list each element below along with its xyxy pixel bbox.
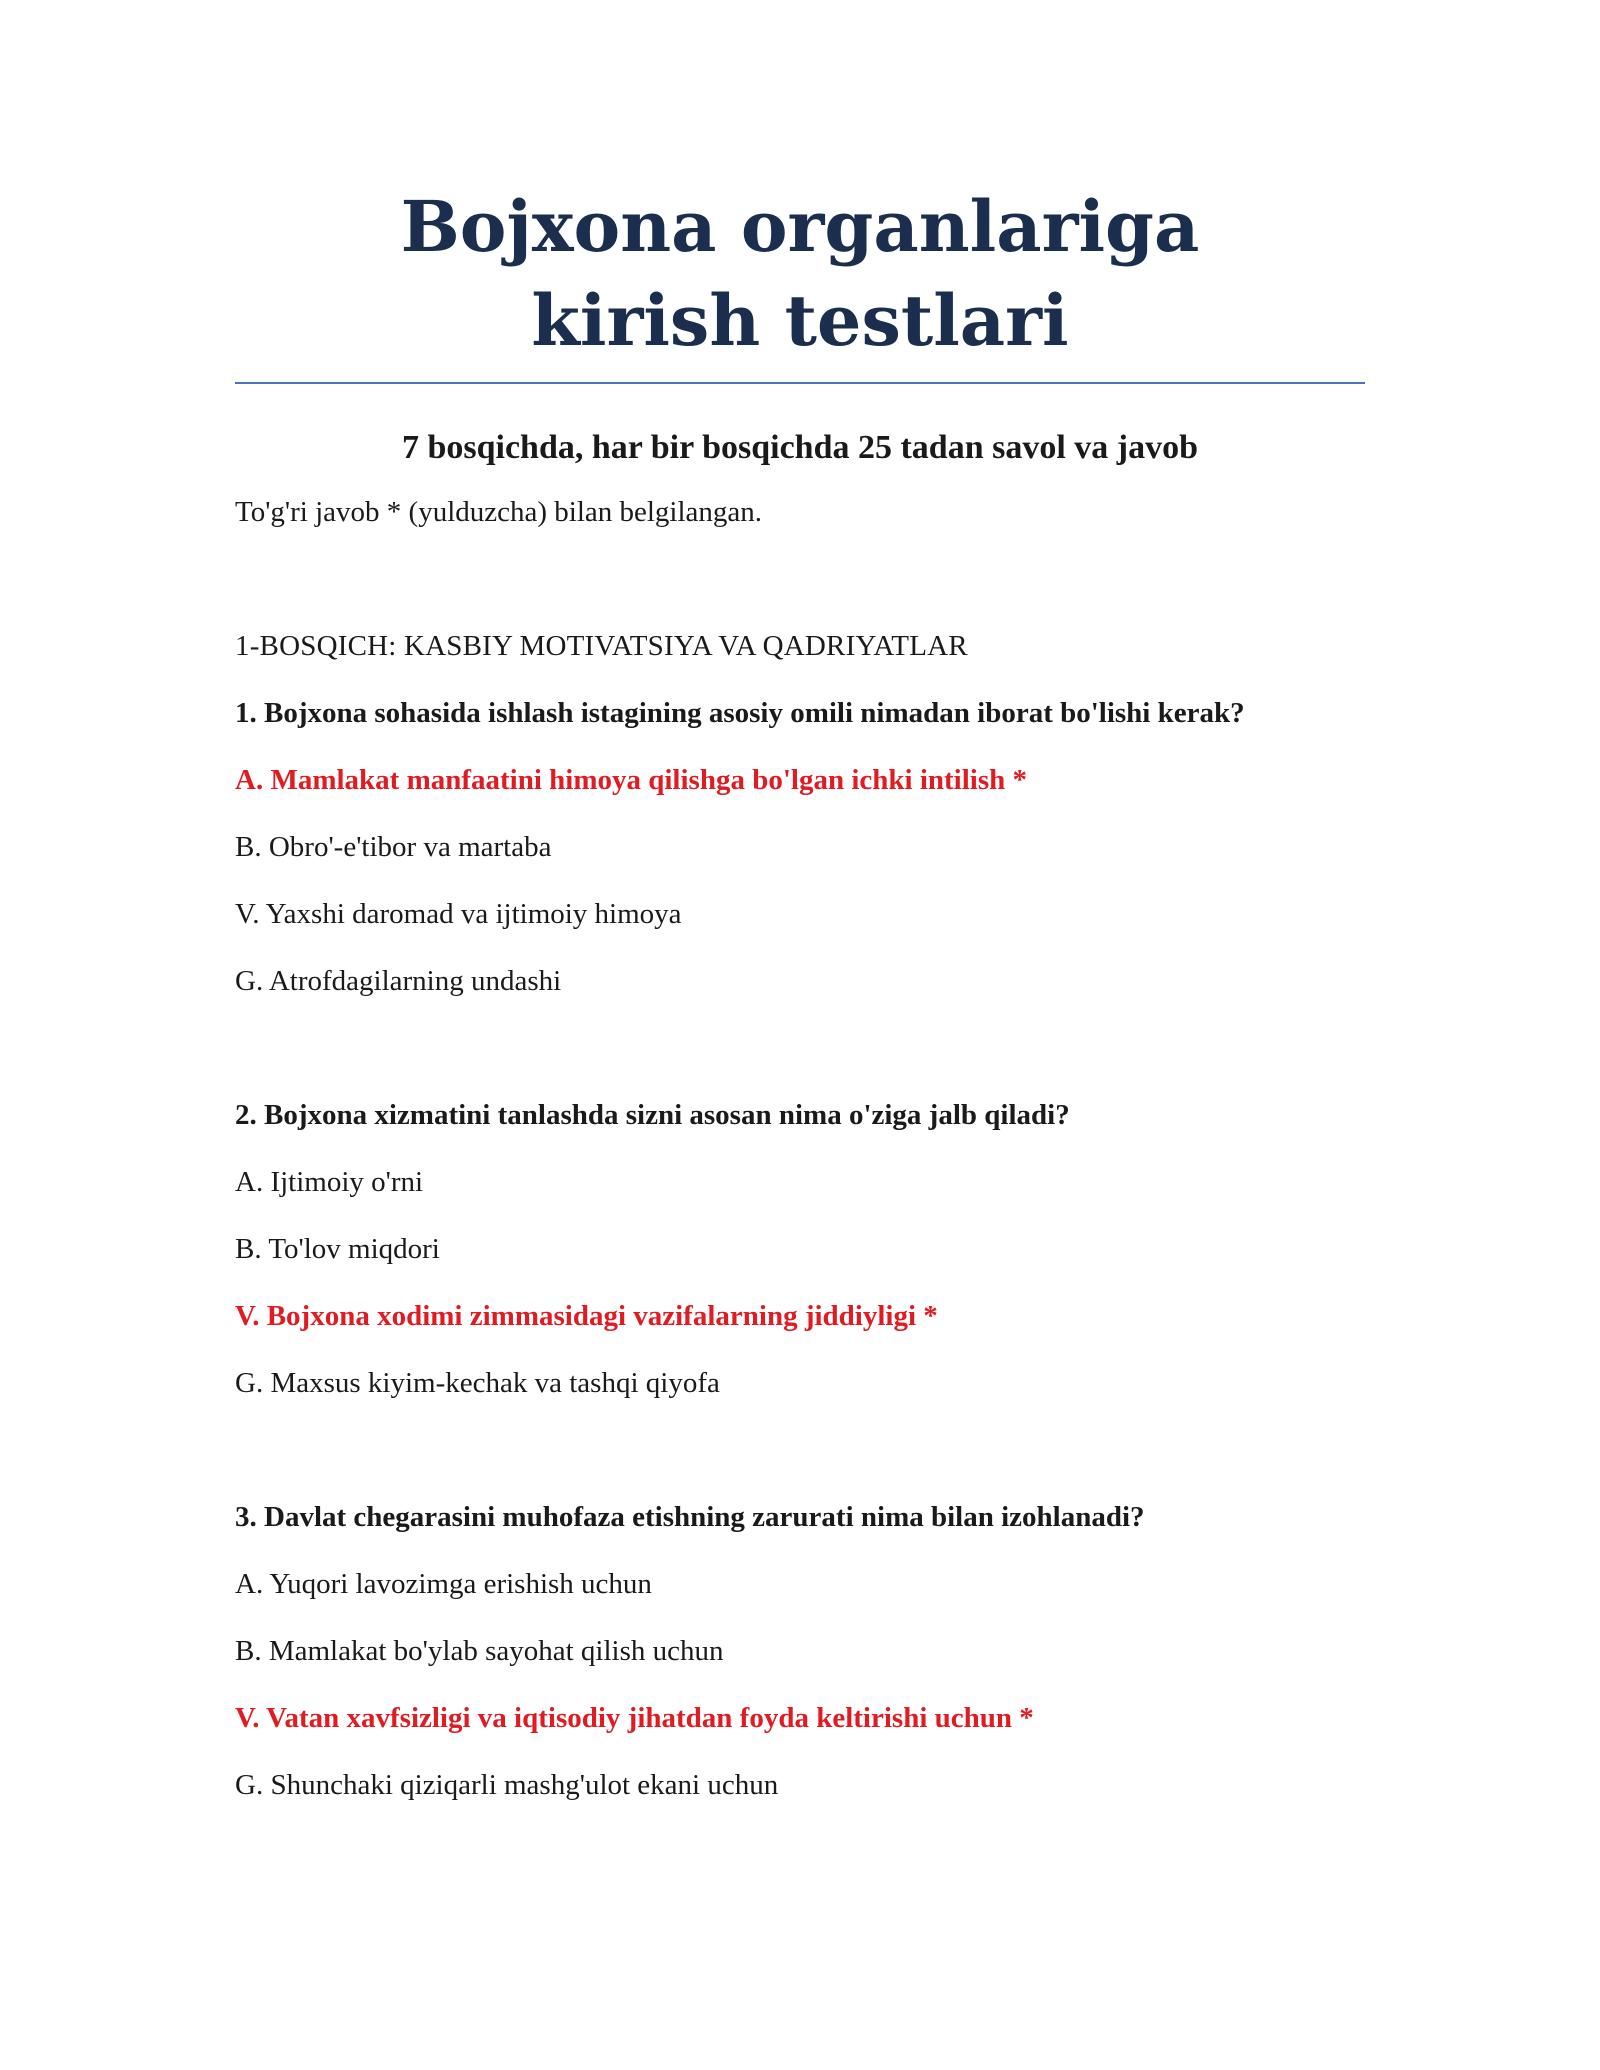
- answer-option-b: B. Obro'-e'tibor va martaba: [235, 831, 552, 863]
- question-text: 1. Bojxona sohasida ishlash istagining asosiy omili nimadan iborat bo'lishi kerak?: [235, 697, 1245, 729]
- document-subtitle: 7 bosqichda, har bir bosqichda 25 tadan savol va javob: [401, 429, 1199, 466]
- document-title: Bojxona organlariga kirish testlari: [400, 185, 1200, 362]
- answer-option-v: V. Yaxshi daromad va ijtimoiy himoya: [235, 898, 682, 930]
- question-block-1: [235, 693, 1365, 1001]
- title-divider: [235, 382, 1365, 384]
- question-text: 2. Bojxona xizmatini tanlashda sizni asosan nima o'ziga jalb qiladi?: [235, 1099, 1070, 1131]
- answer-option-b: B. Mamlakat bo'ylab sayohat qilish uchun: [235, 1635, 724, 1667]
- answer-option-a: A. Ijtimoiy o'rni: [235, 1166, 424, 1198]
- document-page: [235, 180, 1365, 1805]
- answer-option-a: A. Yuqori lavozimga erishish uchun: [235, 1568, 652, 1600]
- answer-option-v: V. Vatan xavfsizligi va iqtisodiy jihatdan foyda keltirishi uchun *: [235, 1702, 1034, 1734]
- section-heading: 1-BOSQICH: KASBIY MOTIVATSIYA VA QADRIYATLAR: [235, 630, 968, 662]
- question-block-2: [235, 1095, 1365, 1403]
- question-block-3: [235, 1497, 1365, 1805]
- answer-option-g: G. Maxsus kiyim-kechak va tashqi qiyofa: [235, 1367, 720, 1399]
- answer-option-b: B. To'lov miqdori: [235, 1233, 440, 1265]
- answer-option-g: G. Shunchaki qiziqarli mashg'ulot ekani uchun: [235, 1769, 779, 1801]
- answer-key-note: To'g'ri javob * (yulduzcha) bilan belgilangan.: [235, 496, 763, 528]
- answer-option-g: G. Atrofdagilarning undashi: [235, 965, 562, 997]
- question-text: 3. Davlat chegarasini muhofaza etishning zarurati nima bilan izohlanadi?: [235, 1501, 1145, 1533]
- answer-option-v: V. Bojxona xodimi zimmasidagi vazifalarning jiddiyligi *: [235, 1300, 938, 1332]
- answer-option-a: A. Mamlakat manfaatini himoya qilishga bo'lgan ichki intilish *: [235, 764, 1028, 796]
